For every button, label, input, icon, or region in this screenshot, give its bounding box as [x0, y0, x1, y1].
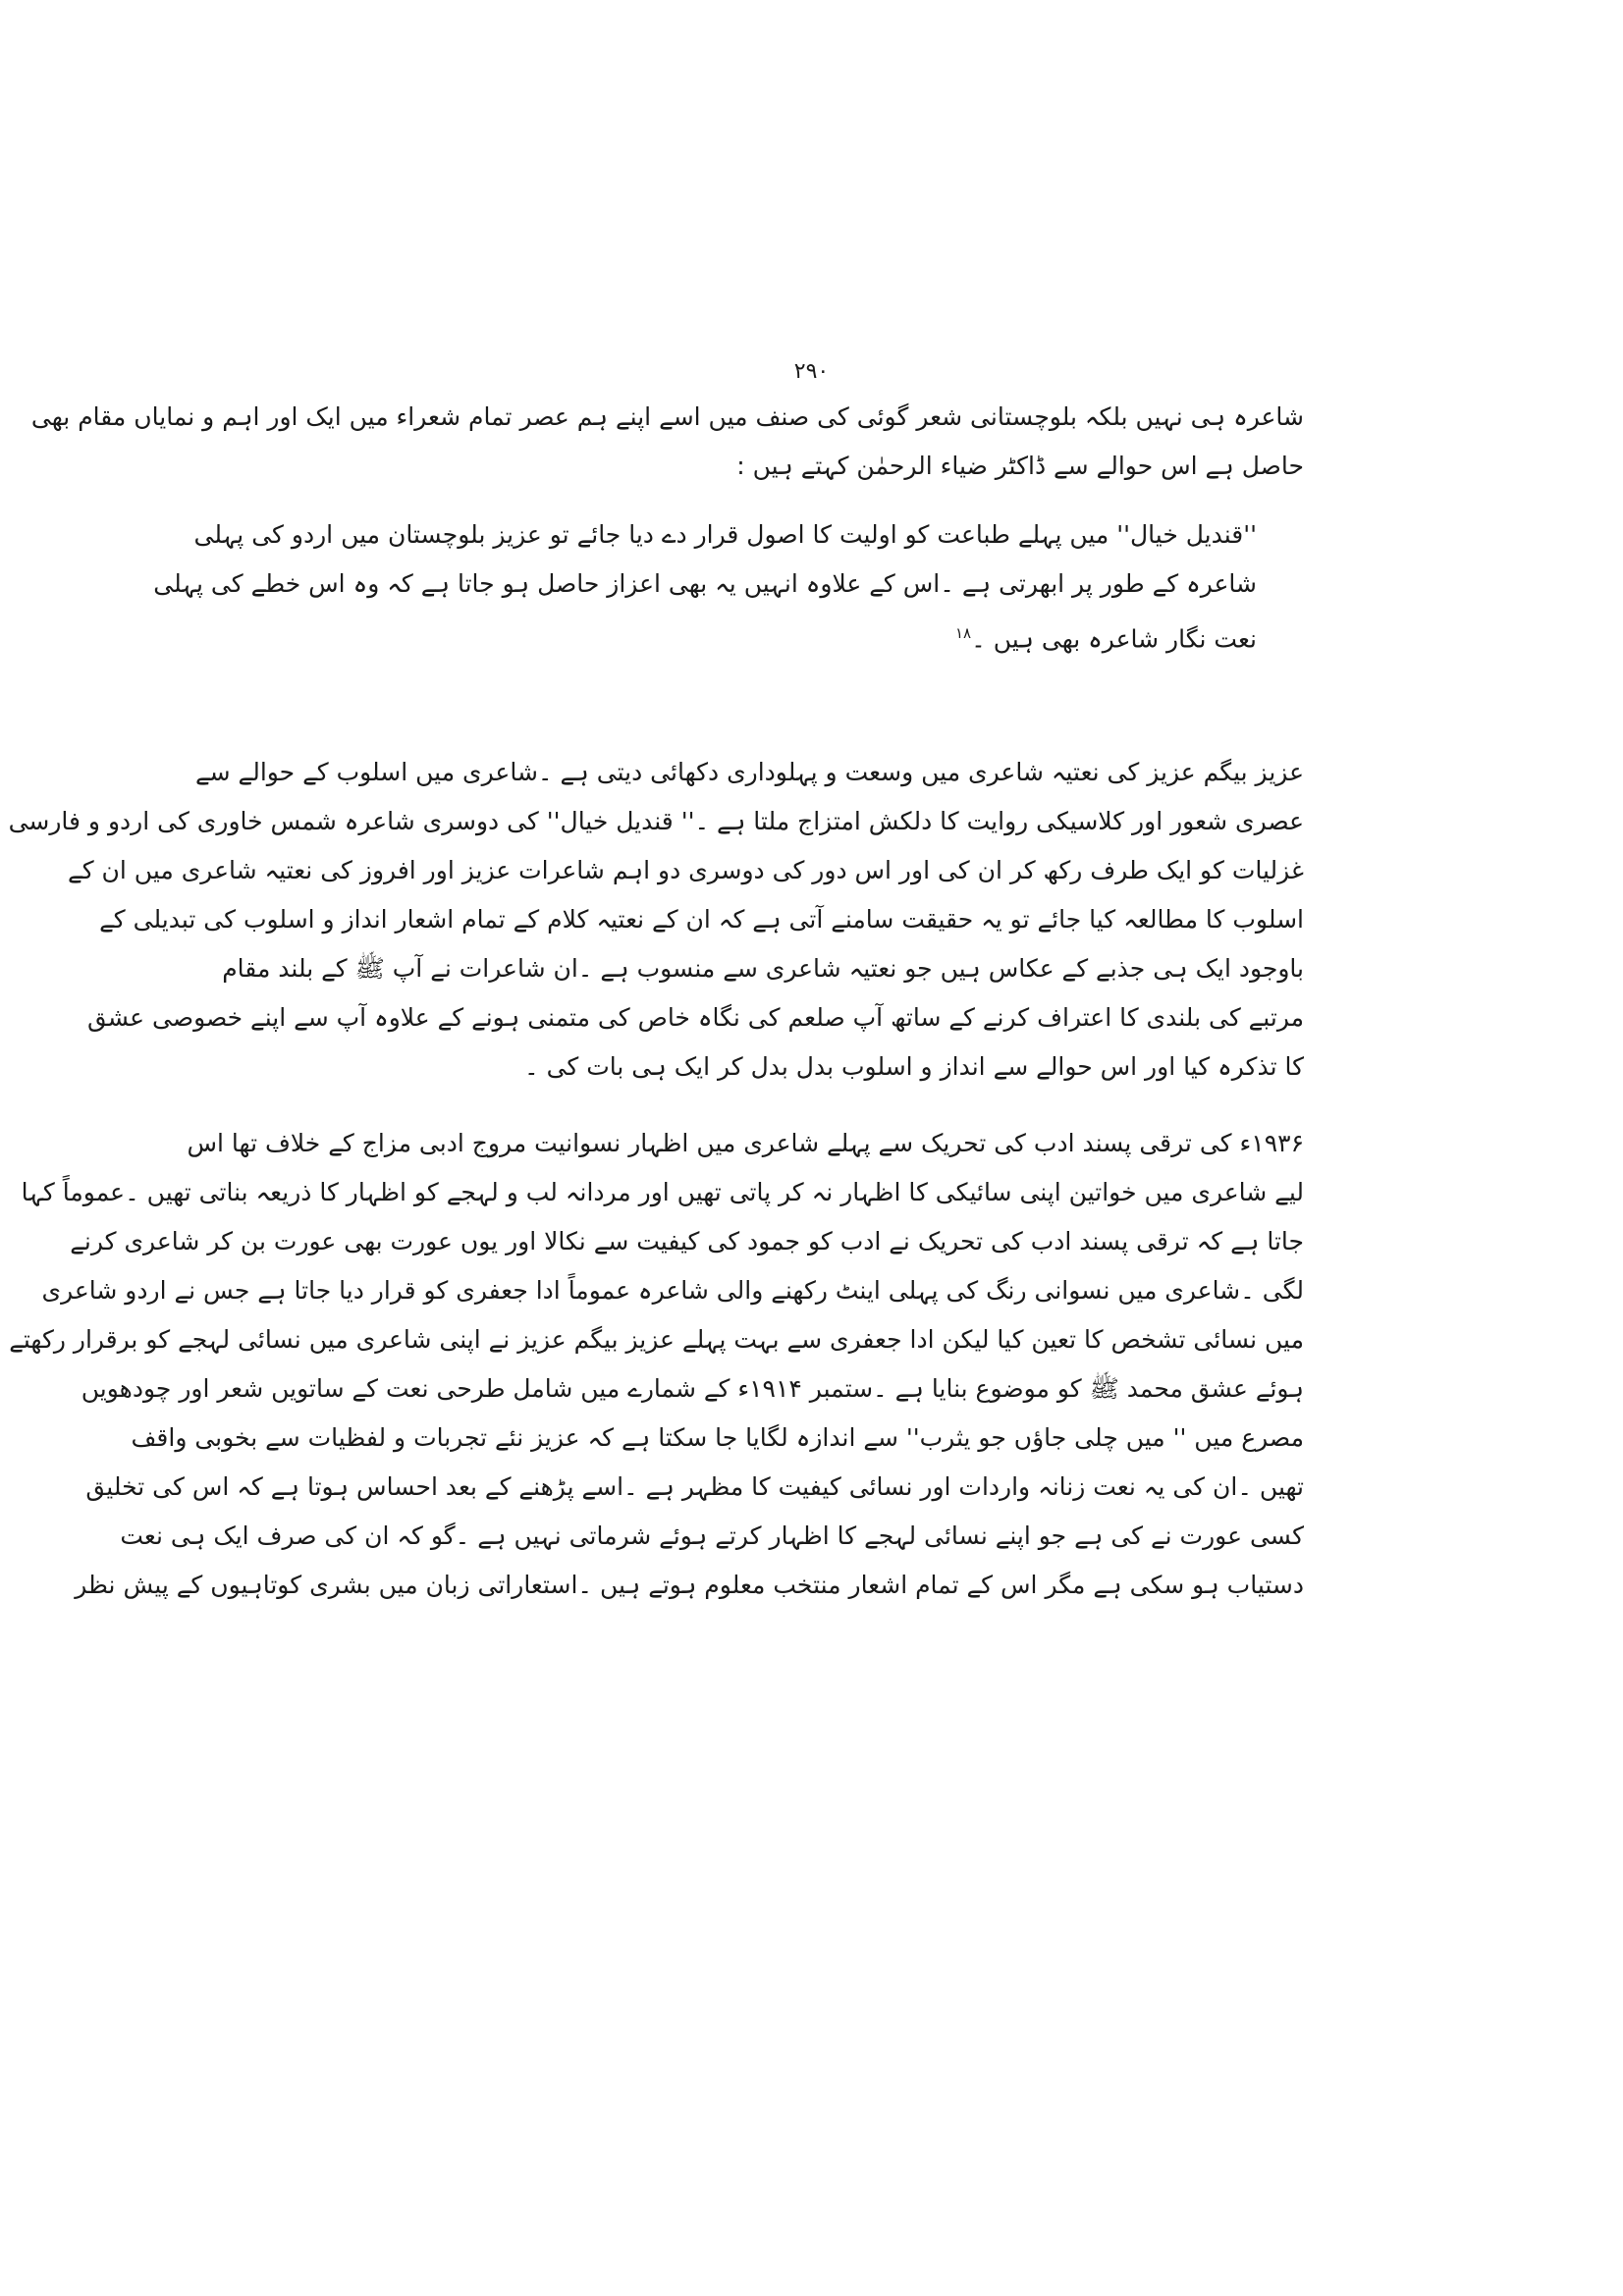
text-line: اسلوب کا مطالعہ کیا جائے تو یہ حقیقت سامنے آتی ہے کہ ان کے نعتیہ کلام کے تمام اشعار انداز و اسلوب کی تبدیلی کے — [99, 905, 1304, 934]
quote-line: ''قندیل خیال'' میں پہلے طباعت کو اولیت کا اصول قرار دے دیا جائے تو عزیز بلوچستان میں اردو کی پہلی — [193, 520, 1257, 549]
text-line: کا تذکرہ کیا اور اس حوالے سے انداز و اسلوب بدل بدل کر ایک ہی بات کی ۔ — [523, 1052, 1304, 1081]
quote-last-text: نعت نگار شاعرہ بھی ہیں ۔ — [971, 624, 1257, 654]
text-line: جاتا ہے کہ ترقی پسند ادب کی تحریک نے ادب کو جمود کی کیفیت سے نکالا اور یوں عورت بھی عورت بن کر شاعری کرنے — [70, 1227, 1304, 1255]
text-line: کسی عورت نے کی ہے جو اپنے نسائی لہجے کا اظہار کرتے ہوئے شرماتی نہیں ہے ۔گو کہ ان کی صرف ایک ہی نعت — [120, 1522, 1304, 1550]
text-line: دستیاب ہو سکی ہے مگر اس کے تمام اشعار منتخب معلوم ہوتے ہیں ۔استعاراتی زبان میں بشری کوتاہیوں کے پیش نظر — [75, 1571, 1304, 1599]
text-line: لیے شاعری میں خواتین اپنی سائیکی کا اظہار نہ کر پاتی تھیں اور مردانہ لب و لہجے کو اظہار کا ذریعہ بناتی تھیں ۔عموماً کہا — [21, 1178, 1304, 1206]
text-line: لگی ۔شاعری میں نسوانی رنگ کی پہلی اینٹ رکھنے والی شاعرہ عموماً ادا جعفری کو قرار دیا جاتا ہے جس نے اردو شاعری — [41, 1276, 1304, 1305]
paragraph-nat-poetry — [8, 748, 1304, 1092]
page-number: ۲۹۰ — [793, 359, 830, 384]
text-line: عزیز بیگم عزیز کی نعتیہ شاعری میں وسعت و پہلوداری دکھائی دیتی ہے ۔شاعری میں اسلوب کے حوالے سے — [195, 758, 1304, 786]
quote-line — [322, 609, 1304, 658]
text-line: ۱۹۳۶ء کی ترقی پسند ادب کی تحریک سے پہلے شاعری میں اظہار نسوانیت مروج ادبی مزاج کے خلاف تھا اس — [187, 1129, 1304, 1157]
text-line: تھیں ۔ان کی یہ نعت زنانہ واردات اور نسائی کیفیت کا مظہر ہے ۔اسے پڑھنے کے بعد احساس ہوتا ہے کہ اس کی تخلیق — [85, 1472, 1304, 1501]
footnote-marker: ۱۸ — [955, 624, 972, 642]
text-line: شاعرہ ہی نہیں بلکہ بلوچستانی شعر گوئی کی صنف میں اسے اپنے ہم عصر تمام شعراء میں ایک اور اہم و نمایاں مقام بھی — [30, 402, 1304, 431]
text-line: عصری شعور اور کلاسیکی روایت کا دلکش امتزاج ملتا ہے ۔'' قندیل خیال'' کی دوسری شاعرہ شمس خاوری کی اردو و فارسی — [8, 807, 1304, 835]
block-quote — [153, 510, 1304, 658]
text-line: ہوئے عشق محمد ﷺ کو موضوع بنایا ہے ۔ستمبر ۱۹۱۴ء کے شمارے میں شامل طرحی نعت کے ساتویں شعر اور چودھویں — [81, 1374, 1304, 1403]
text-line: مصرع میں '' میں چلی جاؤں جو یثرب'' سے اندازہ لگایا جا سکتا ہے کہ عزیز نئے تجربات و لفظیات سے بخوبی واقف — [131, 1423, 1304, 1452]
text-line: میں نسائی تشخص کا تعین کیا لیکن ادا جعفری سے بہت پہلے عزیز بیگم عزیز نے اپنی شاعری میں نسائی لہجے کو برقرار رکھتے — [9, 1325, 1304, 1354]
text-line: باوجود ایک ہی جذبے کے عکاس ہیں جو نعتیہ شاعری سے منسوب ہے ۔ان شاعرات نے آپ ﷺ کے بلند مقام — [222, 954, 1304, 983]
text-line: غزلیات کو ایک طرف رکھ کر ان کی اور اس دور کی دوسری دو اہم شاعرات عزیز اور افروز کی نعتیہ شاعری میں ان کے — [68, 856, 1304, 884]
text-line: حاصل ہے اس حوالے سے ڈاکٹر ضیاء الرحمٰن کہتے ہیں : — [736, 452, 1304, 480]
quote-line: شاعرہ کے طور پر ابھرتی ہے ۔اس کے علاوہ انہیں یہ بھی اعزاز حاصل ہو جاتا ہے کہ وہ اس خطے کی پہلی — [153, 569, 1257, 598]
paragraph-progressive-movement — [9, 1119, 1304, 1610]
text-line: مرتبے کی بلندی کا اعتراف کرنے کے ساتھ آپ صلعم کی نگاہ خاص کی متمنی ہونے کے علاوہ آپ سے اپنے خصوصی عشق — [86, 1003, 1304, 1032]
paragraph-intro — [30, 393, 1304, 491]
